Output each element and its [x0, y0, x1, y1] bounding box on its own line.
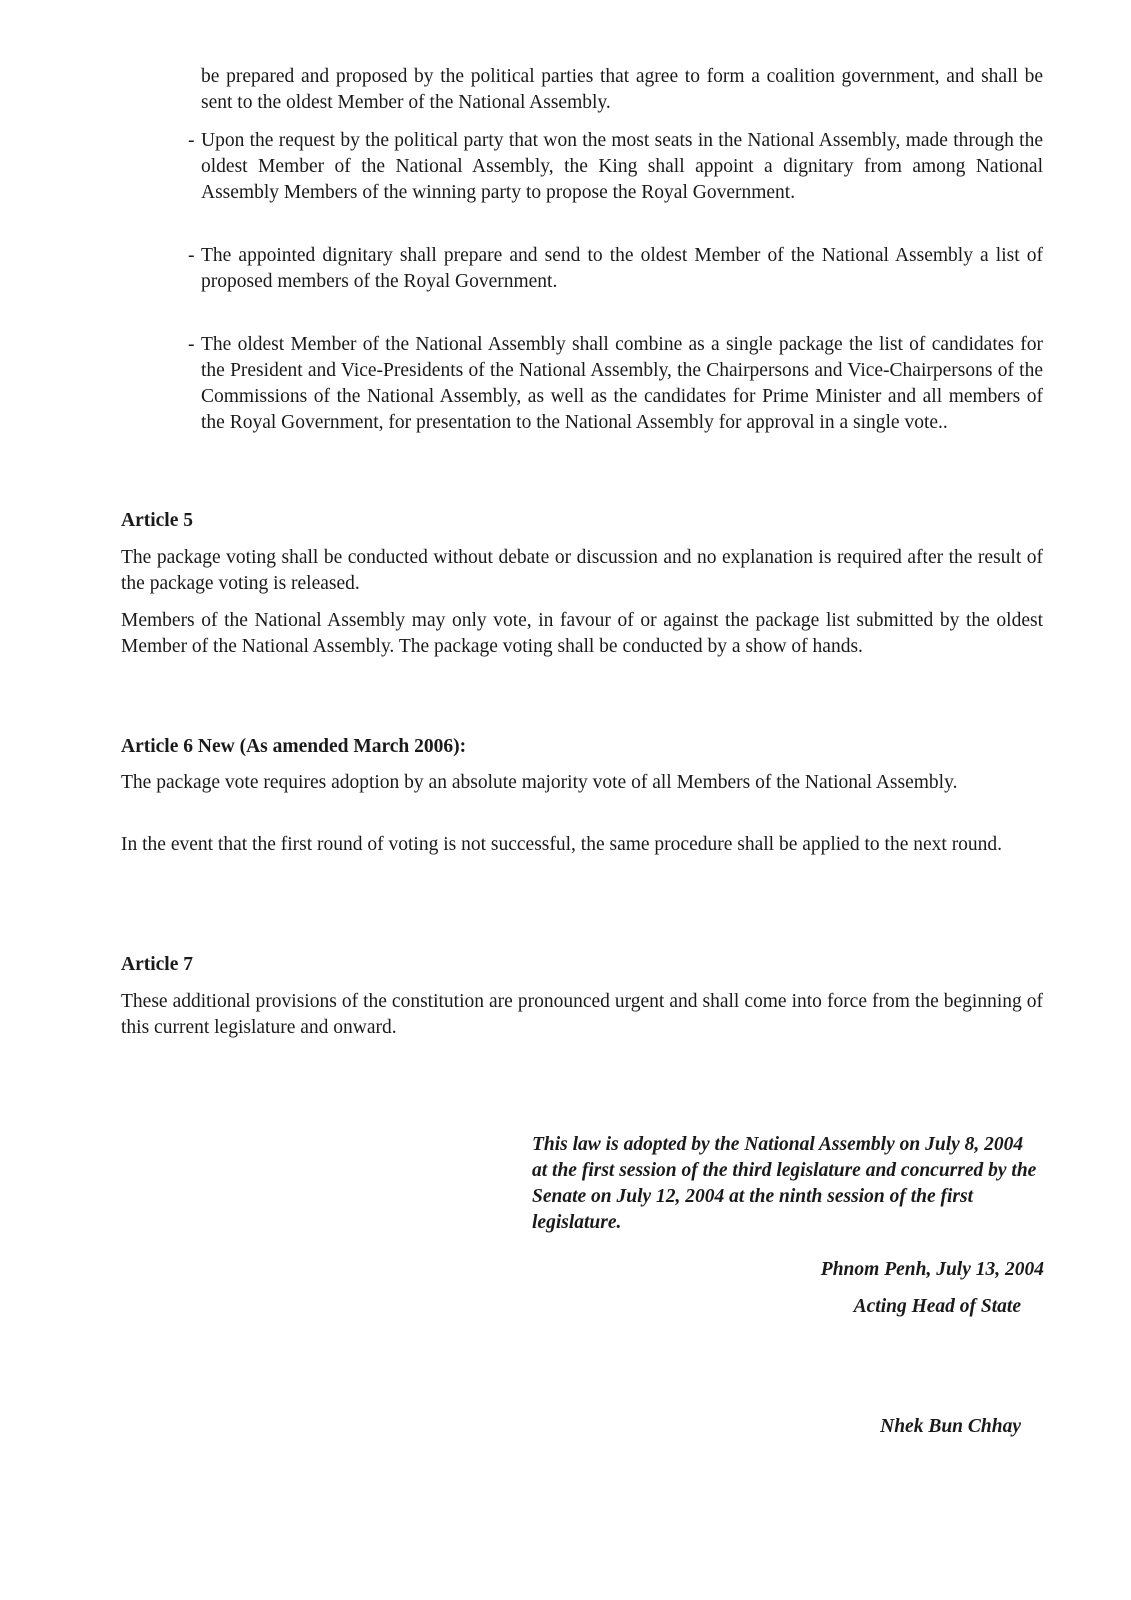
bullet-item-single-package	[188, 332, 1043, 436]
article-6-paragraph-2: In the event that the first round of voting is not successful, the same procedure shall be applied to the next round.	[121, 834, 1003, 855]
bullet-text: Upon the request by the political party that won the most seats in the National Assembly, made through the oldest Member of the National Assembly, the King shall appoint a dignitary from among National Assembly Members of the winning party to propose the Royal Government.	[201, 130, 1043, 203]
article-5-paragraph-1: The package voting shall be conducted without debate or discussion and no explanation is required after the result of the package voting is released.	[121, 547, 1043, 594]
bullet-text: The appointed dignitary shall prepare and send to the oldest Member of the National Assembly a list of proposed members of the Royal Government.	[201, 245, 1043, 292]
signatory-name: Nhek Bun Chhay	[880, 1416, 1021, 1437]
place-and-date: Phnom Penh, July 13, 2004	[820, 1259, 1044, 1280]
signatory-role: Acting Head of State	[853, 1296, 1021, 1317]
bullet-item-send-list	[188, 243, 1043, 295]
article-7-heading: Article 7	[121, 954, 194, 975]
bullet-dash: -	[188, 334, 195, 355]
article-6-paragraph-1: The package vote requires adoption by an absolute majority vote of all Members of the National Assembly.	[121, 772, 958, 793]
bullet-item-appoint-dignitary	[188, 128, 1043, 206]
article-5-paragraph-2: Members of the National Assembly may only vote, in favour of or against the package list submitted by the oldest Member of the National Assembly. The package voting shall be conducted by a show of hands.	[121, 610, 1043, 657]
article-6-heading: Article 6 New (As amended March 2006):	[121, 736, 467, 757]
bullet-dash: -	[188, 245, 195, 266]
bullet-dash: -	[188, 130, 195, 151]
bullet-text: The oldest Member of the National Assembly shall combine as a single package the list of candidates for the President and Vice-Presidents of the National Assembly, the Chairpersons and Vice-Chairpersons of the Commissions of the National Assembly, as well as the candidates for Prime Minister and all members of the Royal Government, for presentation to the National Assembly for approval in a single vote..	[201, 334, 1043, 433]
article-7-paragraph-1: These additional provisions of the constitution are pronounced urgent and shall come into force from the beginning of this current legislature and onward.	[121, 991, 1043, 1038]
intro-continuation: be prepared and proposed by the political parties that agree to form a coalition government, and shall be sent to the oldest Member of the National Assembly.	[201, 66, 1043, 113]
adoption-statement: This law is adopted by the National Assembly on July 8, 2004 at the first session of the third legislature and concurred by the Senate on July 12, 2004 at the ninth session of the first legislature.	[532, 1134, 1037, 1233]
article-5-heading: Article 5	[121, 510, 194, 531]
